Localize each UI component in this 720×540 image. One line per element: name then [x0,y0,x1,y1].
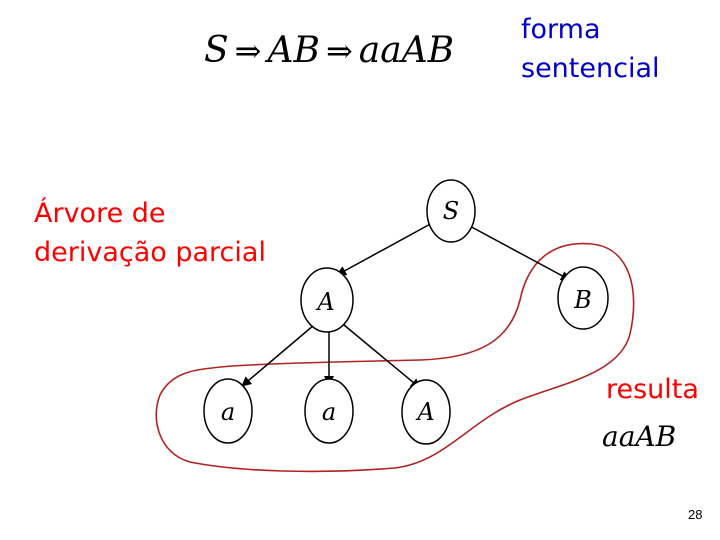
result-string: aaAB [602,420,677,453]
edge-a-a1 [242,325,314,386]
node-b-level1 [558,267,608,329]
sentential-form-line-2: sentencial [521,53,660,85]
page-number: 28 [688,507,703,522]
sentential-form-line-1: forma [521,14,601,45]
node-b-level1-label: B [574,286,592,314]
edge-s-a [337,222,434,275]
partial-tree-line-2: derivação parcial [34,237,266,269]
node-a-leaf-3 [402,380,450,444]
derives-arrow-icon: ⇒ [325,32,353,70]
node-a-level1 [301,268,353,332]
node-s-label: S [442,197,460,225]
derivation-step-s: S [204,30,229,71]
node-s [427,180,475,242]
derivation-step-ab: AB [267,30,320,71]
derivation-step-aaab: aaAB [358,30,455,71]
edge-s-b [466,224,570,280]
yields-label: resulta [606,374,699,405]
partial-tree-line-1: Árvore de [34,198,166,229]
node-a-leaf-3-label: A [417,398,435,426]
derives-arrow-icon: ⇒ [234,32,262,70]
node-a-leaf-1-label: a [220,398,236,426]
node-a-leaf-2 [305,379,353,443]
node-a-level1-label: A [317,288,335,316]
node-a-leaf-1 [204,379,252,443]
edge-a-a3 [344,325,420,388]
node-a-leaf-2-label: a [321,398,337,426]
